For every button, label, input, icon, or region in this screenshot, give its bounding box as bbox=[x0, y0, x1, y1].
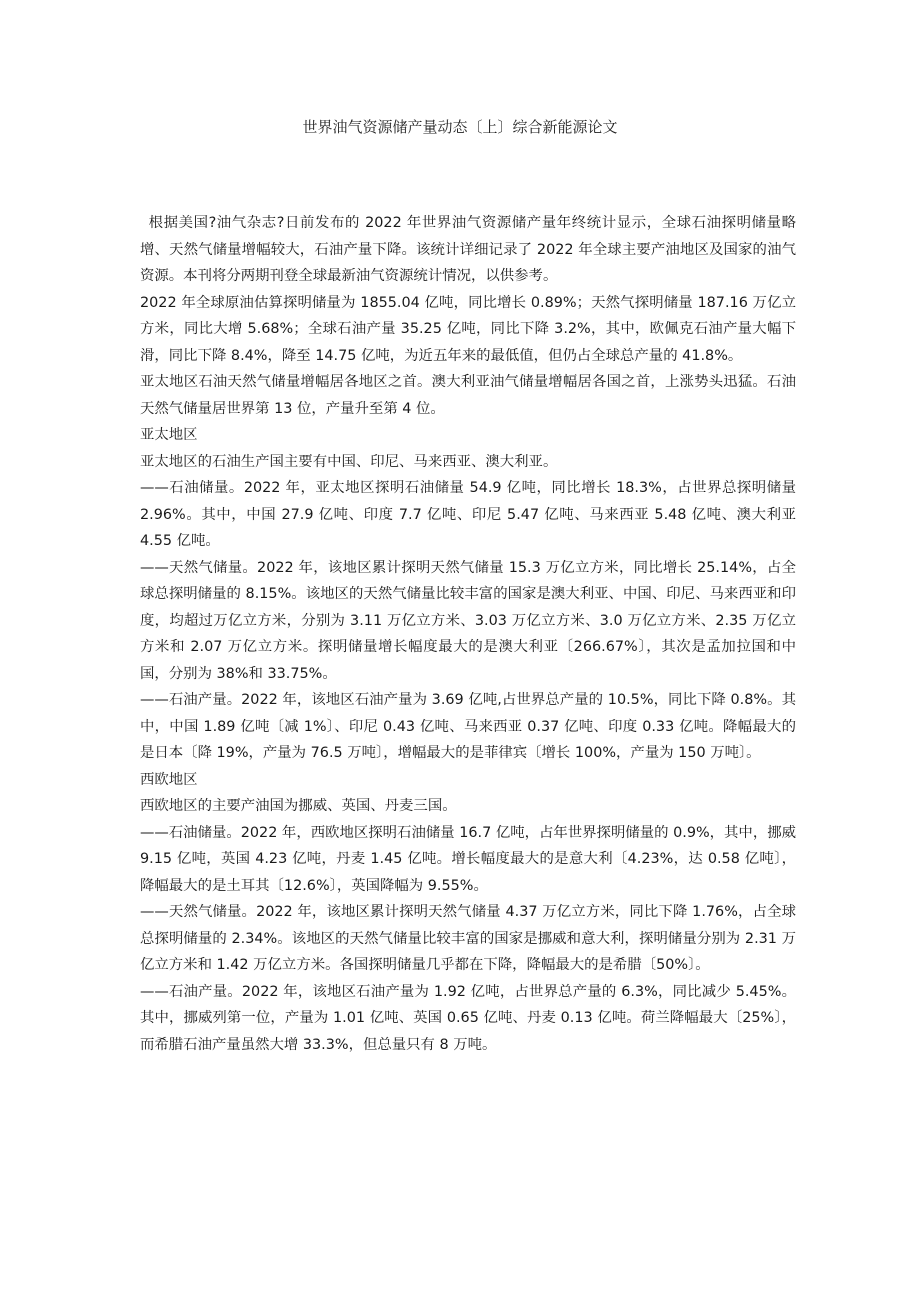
europe-oil-production-paragraph: ——石油产量。2022 年，该地区石油产量为 1.92 亿吨，占世界总产量的 6.3%，同比减少 5.45%。其中，挪威列第一位，产量为 1.01 亿吨、英国 0.65 亿吨、丹麦 0.13 亿吨。荷兰降幅最大〔25%〕，而希腊石油产量虽然大增 33.3%，但总量只有 8 万吨。 bbox=[140, 983, 796, 1053]
section-heading-western-europe: 西欧地区 bbox=[140, 771, 198, 788]
intro-paragraph: 根据美国?油气杂志?日前发布的 2022 年世界油气资源储产量年终统计显示，全球石油探明储量略增、天然气储量增幅较大，石油产量下降。该统计详细记录了 2022 年全球主要产油地区及国家的油气资源。本刊将分两期刊登全球最新油气资源统计情况，以供参考。 bbox=[140, 215, 796, 284]
asia-overview-paragraph: 亚太地区石油天然气储量增幅居各地区之首。澳大利亚油气储量增幅居各国之首，上涨势头迅猛。石油天然气储量居世界第 13 位，产量升至第 4 位。 bbox=[140, 374, 796, 417]
document-title: 世界油气资源储产量动态〔上〕综合新能源论文 bbox=[302, 118, 618, 136]
asia-producers-paragraph: 亚太地区的石油生产国主要有中国、印尼、马来西亚、澳大利亚。 bbox=[140, 453, 558, 470]
asia-gas-reserves-paragraph: ——天然气储量。2022 年，该地区累计探明天然气储量 15.3 万亿立方米，同比增长 25.14%，占全球总探明储量的 8.15%。该地区的天然气储量比较丰富的国家是澳大利亚、中国、印尼、马来西亚和印度，均超过万亿立方米，分别为 3.11 万亿立方米、3.03 万亿立方米、3.0 万亿立方米、2.35 万亿立方米和 2.07 万亿立方米。探明储量增长幅度最大的是澳大利亚〔266.67%〕，其次是孟加拉国和中国，分别为 38%和 33.75%。 bbox=[140, 559, 796, 682]
europe-producers-paragraph: 西欧地区的主要产油国为挪威、英国、丹麦三国。 bbox=[140, 798, 457, 814]
summary-paragraph: 2022 年全球原油估算探明储量为 1855.04 亿吨，同比增长 0.89%；天然气探明储量 187.16 万亿立方米，同比大增 5.68%；全球石油产量 35.25 亿吨，同比下降 3.2%，其中，欧佩克石油产量大幅下滑，同比下降 8.4%，降至 14.75 亿吨，为近五年来的最低值，但仍占全球总产量的 41.8%。 bbox=[140, 294, 796, 364]
section-heading-asia-pacific: 亚太地区 bbox=[140, 427, 198, 443]
asia-oil-production-paragraph: ——石油产量。2022 年，该地区石油产量为 3.69 亿吨,占世界总产量的 10.5%，同比下降 0.8%。其中，中国 1.89 亿吨〔减 1%〕、印尼 0.43 亿吨、马来西亚 0.37 亿吨、印度 0.33 亿吨。降幅最大的是日本〔降 19%，产量为 76.5 万吨〕，增幅最大的是菲律宾〔增长 100%，产量为 150 万吨〕。 bbox=[140, 692, 796, 761]
europe-oil-reserves-paragraph: ——石油储量。2022 年，西欧地区探明石油储量 16.7 亿吨，占年世界探明储量的 0.9%，其中，挪威 9.15 亿吨，英国 4.23 亿吨，丹麦 1.45 亿吨。增长幅度最大的是意大利〔4.23%，达 0.58 亿吨〕，降幅最大的是土耳其〔12.6%〕，英国降幅为 9.55%。 bbox=[140, 824, 796, 894]
asia-oil-reserves-paragraph: ——石油储量。2022 年，亚太地区探明石油储量 54.9 亿吨，同比增长 18.3%，占世界总探明储量 2.96%。其中，中国 27.9 亿吨、印度 7.7 亿吨、印尼 5.47 亿吨、马来西亚 5.48 亿吨、澳大利亚 4.55 亿吨。 bbox=[140, 480, 796, 549]
europe-gas-reserves-paragraph: ——天然气储量。2022 年，该地区累计探明天然气储量 4.37 万亿立方米，同比下降 1.76%，占全球总探明储量的 2.34%。该地区的天然气储量比较丰富的国家是挪威和意大利，探明储量分别为 2.31 万亿立方米和 1.42 万亿立方米。各国探明储量几乎都在下降，降幅最大的是希腊〔50%〕。 bbox=[140, 904, 796, 973]
document-body bbox=[140, 210, 796, 1058]
